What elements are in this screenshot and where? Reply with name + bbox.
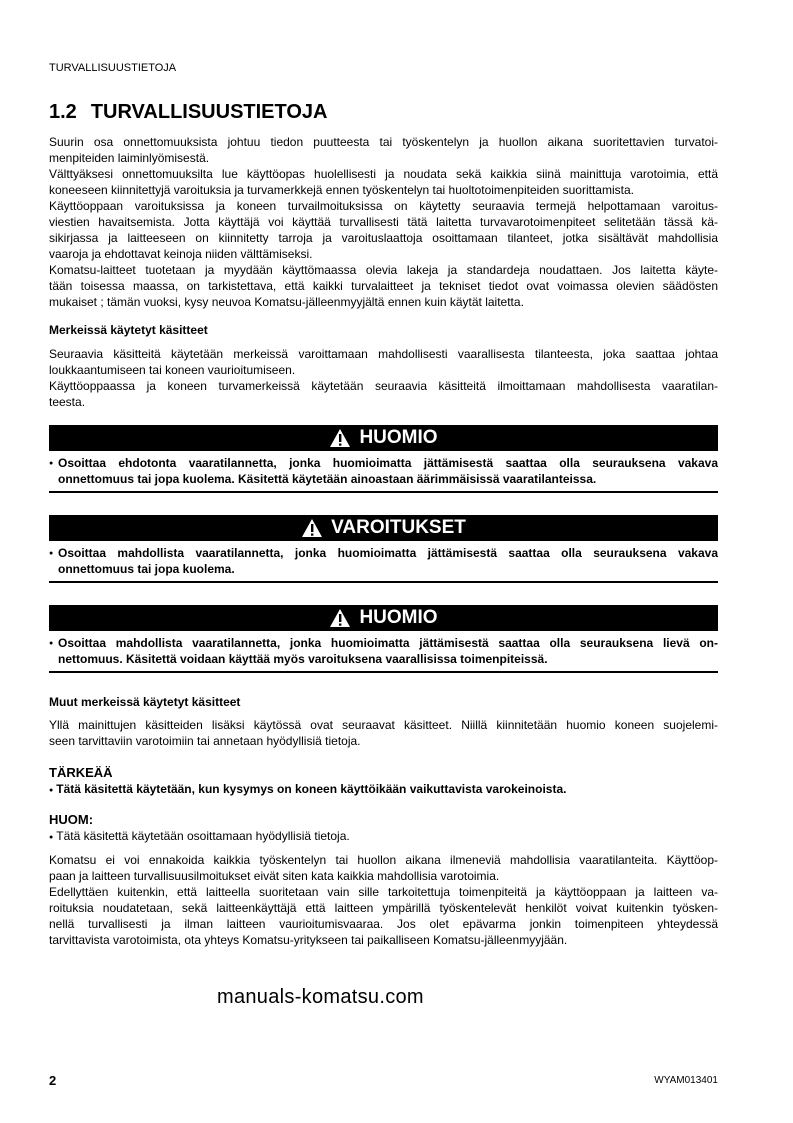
divider (49, 671, 718, 673)
section-title: TURVALLISUUSTIETOJA (90, 101, 328, 123)
text-line: Suurin osa onnettomuuksista johtuu tiedon puutteesta tai työskentelyn ja huollon aikana suoritettavien turvatoi- (49, 135, 718, 149)
warning-banner-huomio (49, 425, 718, 451)
section2-paragraph (49, 717, 718, 749)
text-line: loukkaantumiseen tai koneen vaurioitumiseen. (49, 363, 296, 377)
text-line: ● Osoittaa mahdollista vaaratilannetta, jonka huomioimatta jättämisestä saattaa olla seurauksena vakava (58, 545, 718, 561)
text-line: onnettomuus tai jopa kuolema. Käsitettä käytetään ainoastaan äärimmäisissä vaaratilanteissa. (58, 472, 597, 486)
page-title (49, 101, 342, 124)
warning-label: HUOMIO (359, 607, 438, 628)
section-number: 1.2 (49, 101, 77, 123)
text-line: Tätä käsitettä käytetään, kun kysymys on koneen käyttöikään vaikuttavista varokeinoista. (56, 782, 567, 796)
text-line: Komatsu-laitteet tuotetaan ja myydään käyttömaassa olevia lakeja ja standardeja noudattaen. Jos laitetta käyte- (49, 263, 718, 277)
warning-banner-varoitukset (49, 515, 718, 541)
section1-paragraph (49, 346, 718, 410)
text-line: Tätä käsitettä käytetään osoittamaan hyödyllisiä tietoja. (56, 829, 350, 843)
warning-triangle-icon (329, 428, 351, 448)
text-line: teesta. (49, 395, 86, 409)
text-line: Käyttöoppaan varoituksissa ja koneen turvailmoituksissa on käytetty seuraavia termejä helpottamaan varoitus- (49, 199, 718, 213)
text-line: roituksia noudatetaan, sekä laitteenkäyttäjä että laitteen ympärillä työskentelevät henkilöt voivat kuitenkin työsken- (49, 901, 718, 915)
note-label: HUOM: (49, 812, 94, 827)
text-line: Edellyttäen kuitenkin, että laitteella suoritetaan vain sille tarkoitettuja toimenpiteitä ja käyttöoppaan ja laitteen va- (49, 885, 718, 899)
important-label: TÄRKEÄÄ (49, 765, 113, 780)
text-line: tarvittavista varotoimista, ota yhteys Komatsu-yritykseen tai paikalliseen Komatsu-jälleenmyyjään. (49, 933, 568, 947)
text-line: viestien havaitsemista. Jotta käyttäjä voi käyttää turvallisesti tätä laitetta turvavarotoimenpiteet selitetään tässä kä- (49, 215, 718, 229)
page-number: 2 (49, 1073, 57, 1088)
section-heading: Merkeissä käytetyt käsitteet (49, 323, 208, 337)
text-line: tään toisessa maassa, on tarkistettava, että kaikki turvalaitteet ja tekniset tiedot ovat voimassa olevien säädösten (49, 279, 718, 293)
warning-banner-huomio (49, 605, 718, 631)
text-line: onnettomuus tai jopa kuolema. (58, 562, 235, 576)
warning-text (49, 545, 718, 577)
text-line: Yllä mainittujen käsitteiden lisäksi käytössä ovat seuraavat käsitteet. Niillä kiinnitetään huomio koneen suojelemi- (49, 718, 718, 732)
note-text (49, 828, 718, 846)
text-line: menpiteiden laiminlyömisestä. (49, 151, 210, 165)
intro-paragraph (49, 134, 718, 310)
text-line: vaaroja ja ehdottavat keinoja niiden välttämiseksi. (49, 247, 313, 261)
warning-text (49, 635, 718, 667)
text-line: Komatsu ei voi ennakoida kaikkia työskentelyn tai huollon aikana ilmeneviä mahdollisia vaaratilanteita. Käyttöop- (49, 853, 718, 867)
important-text (49, 781, 718, 799)
divider (49, 581, 718, 583)
warning-triangle-icon (329, 608, 351, 628)
text-line: nellä turvallisesti ja ilman laitteen vaurioitumisvaaraa. Jos olet epävarma jonkin toimenpiteen yhteydessä (49, 917, 718, 931)
section-heading: Muut merkeissä käytetyt käsitteet (49, 695, 241, 709)
text-line: Seuraavia käsitteitä käytetään merkeissä varoittamaan mahdollisesti vaarallisesta tilanteesta, joka saattaa johtaa (49, 347, 718, 361)
text-line: Välttyäksesi onnettomuuksilta lue käyttöopas huolellisesti ja noudata sekä kaikkia siinä mainittuja varotoimia, että (49, 167, 718, 181)
text-line: ● Osoittaa ehdotonta vaaratilannetta, jonka huomioimatta jättämisestä saattaa olla seurauksena vakava (58, 455, 718, 471)
warning-label: HUOMIO (359, 427, 438, 448)
text-line: mukaiset ; tämän vuoksi, kysy neuvoa Komatsu-jälleenmyyjältä ennen kuin käytät laitetta. (49, 295, 524, 309)
text-line: ● Osoittaa mahdollista vaaratilannetta, jonka huomioimatta jättämisestä saattaa olla seurauksena lievä on- (58, 635, 718, 651)
text-line: Käyttöoppaassa ja koneen turvamerkeissä käytetään seuraavia käsitteitä ilmoittamaan mahdollisesta vaaratilan- (49, 379, 718, 393)
warning-label: VAROITUKSET (331, 517, 466, 538)
warning-text (49, 455, 718, 487)
text-line: seen tarvittaviin varotoimiin tai annetaan hyödyllisiä tietoja. (49, 734, 361, 748)
warning-triangle-icon (301, 518, 323, 538)
text-line: paan ja laitteen turvallisuusilmoitukset eivät siten kata kaikkia mahdollisia varotoimia. (49, 869, 500, 883)
document-code: WYAM013401 (654, 1075, 718, 1086)
watermark: manuals-komatsu.com (217, 986, 424, 1008)
text-line: sikirjassa ja laitteeseen on kiinnitetty tarroja ja varoituslaattoja osoittamaan tilanteet, jotka sisältävät mahdollisia (49, 231, 718, 245)
closing-paragraph (49, 852, 718, 948)
text-line: koneeseen kiinnitettyjä varoituksia ja turvamerkkejä ennen työskentelyn tai huoltotoimenpiteiden suorittamista. (49, 183, 634, 197)
text-line: nettomuus. Käsitettä voidaan käyttää myös varoituksena vaarallisissa toimenpiteissä. (58, 652, 548, 666)
divider (49, 491, 718, 493)
running-header: TURVALLISUUSTIETOJA (49, 62, 177, 74)
